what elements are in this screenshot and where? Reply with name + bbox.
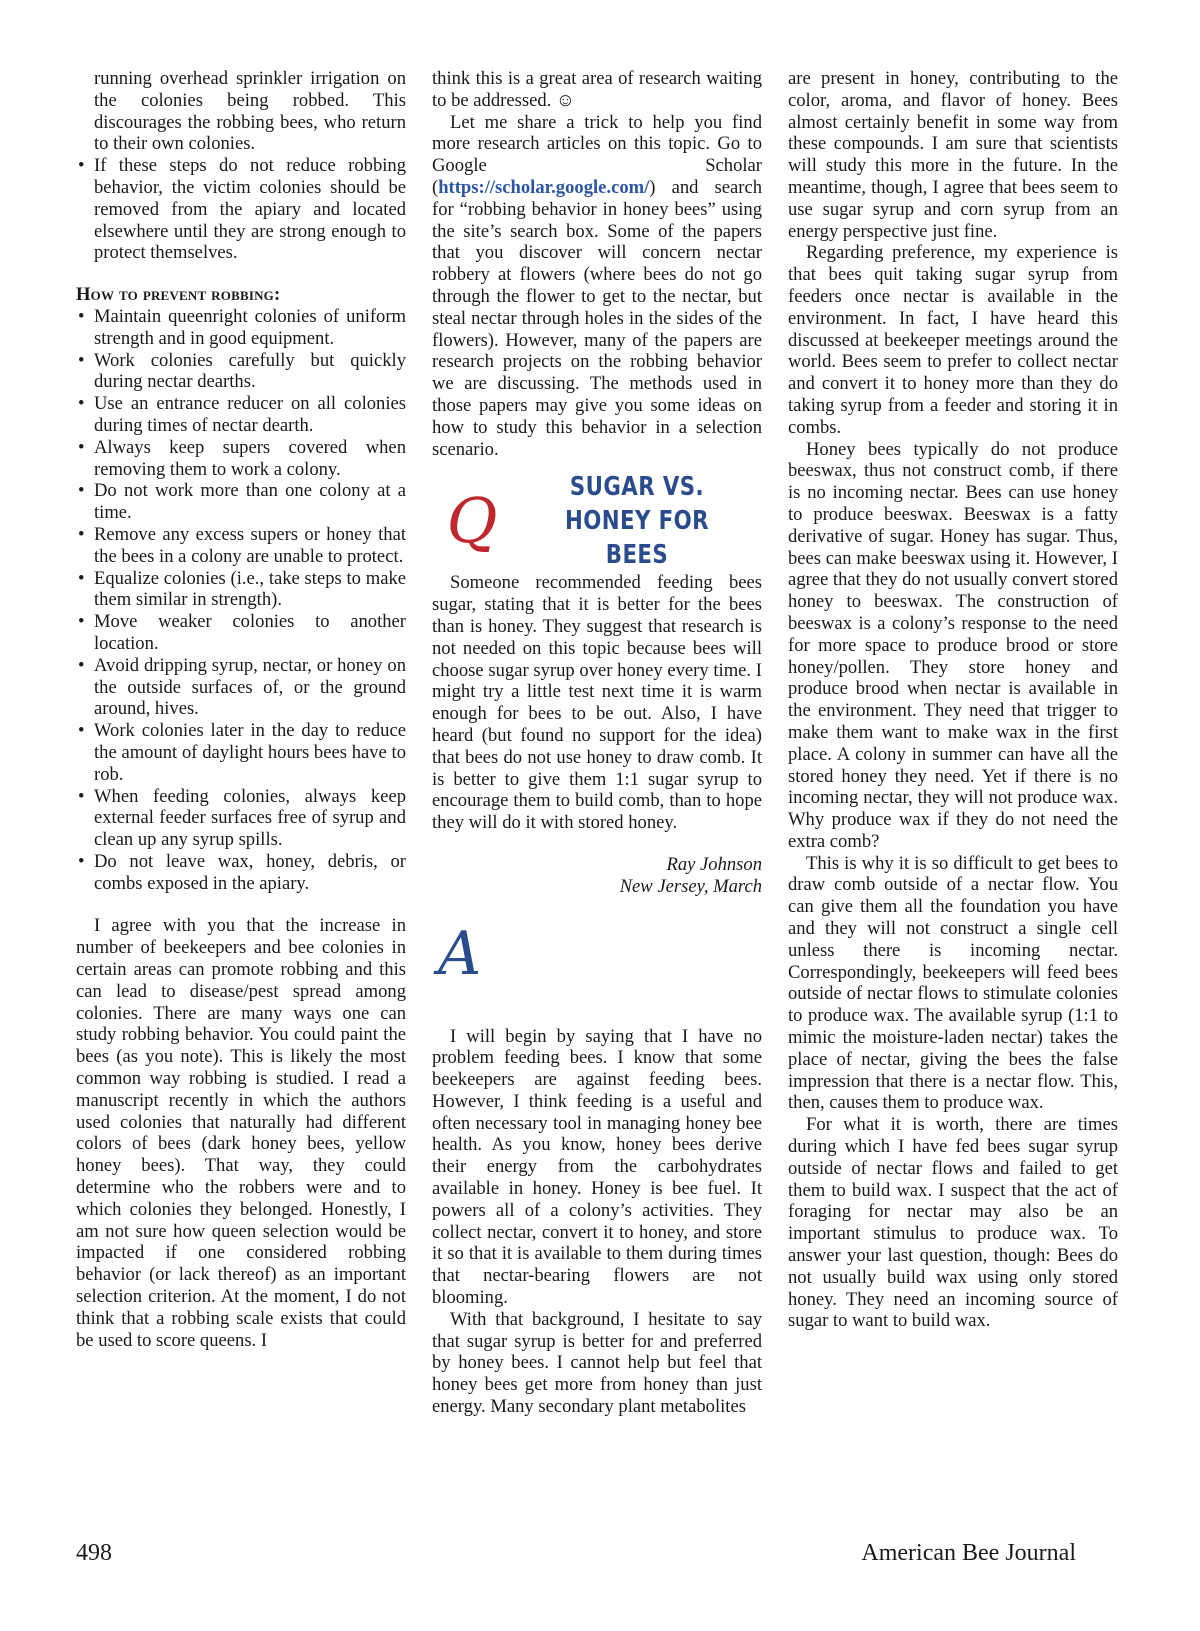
answer-paragraph: This is why it is so difficult to get bees to draw comb outside of a nectar flow. You can give them all the foundation you have and they will not construct a single cell unless there is incoming nectar. Correspondingly, beekeepers will feed bees outside of nectar flows to stimulate colonies to produce wax. The available syrup (1:1 to mimic the moisture-laden nectar) takes the place of nectar, giving the bees the false impression that there is a nectar flow. This, then, causes them to produce wax. (788, 852, 1118, 1114)
answer-paragraph: are present in honey, contributing to the color, aroma, and flavor of honey. Bees almost certainly benefit in some way from these compounds. I am sure that scientists will study this more in the future. In the meantime, though, I agree that bees seem to use sugar syrup and corn syrup from an energy perspective just fine. (788, 68, 1118, 242)
column-2 (432, 68, 762, 1418)
signature (432, 854, 762, 898)
answer-paragraph: With that background, I hesitate to say that sugar syrup is better for and preferred by honey bees. I cannot help but feel that honey bees get more from honey than just energy. Many secondary plant metabolites (432, 1308, 762, 1418)
journal-name: American Bee Journal (861, 1540, 1076, 1566)
question-header (432, 472, 762, 571)
list-item: • Maintain queenright colonies of uniform strength and in good equipment. (76, 306, 406, 350)
column-1 (76, 68, 406, 1351)
answer-paragraph: Honey bees typically do not produce beeswax, thus not construct comb, if there is no incoming nectar. Bees can use honey to produce beeswax. Beeswax is a fatty derivative of sugar. Honey has sugar. Thus, bees can make beeswax using it. However, I agree that they do not usually convert stored honey to beeswax. The construction of beeswax is a colony’s response to the need for more space to produce brood or store honey/pollen. They store honey and produce brood when nectar is available in the environment. They need that trigger to make them want to make wax in the first place. A colony in summer can have all the stored honey they need. Yet if there is no incoming nectar, they will not produce wax. Why produce wax if they do not need the extra comb? (788, 438, 1118, 852)
list-item: • Work colonies later in the day to reduce the amount of daylight hours bees have to rob. (76, 720, 406, 785)
signature-place: New Jersey, March (619, 875, 762, 897)
answer-paragraph: For what it is worth, there are times during which I have fed bees sugar syrup outside of nectar flows and failed to get them to build wax. I suspect that the act of foraging for nectar may also be an important stimulus to produce wax. To answer your last question, though: Bees do not usually build wax using only stored honey. They need an incoming source of sugar to want to build wax. (788, 1114, 1118, 1332)
answer-paragraph: I agree with you that the increase in number of beekeepers and bee colonies in certain areas can promote robbing and this can lead to disease/pest spread among colonies. There are many ways one can study robbing behavior. You could paint the bees (as you note). This is likely the most common way robbing is studied. I read a manuscript recently in which the authors used colonies that naturally had different colors of bees (dark honey bees, yellow honey bees). That way, they could determine who the robbers were and to which colonies they belonged. Honestly, I am not sure how queen selection would be impacted if one considered robbing behavior (or lack thereof) as an important selection criterion. At the moment, I do not think that a robbing scale exists that could be used to score queens. I (76, 915, 406, 1351)
signature-name: Ray Johnson (666, 853, 762, 875)
question-paragraph: Someone recommended feeding bees sugar, stating that it is better for the bees than is honey. They suggest that research is not needed on this topic because bees will choose sugar syrup over honey every time. I might try a little test next time it is warm enough for bees to be out. Also, I have heard (but found no support for the idea) that bees do not use honey to draw comb. It is better to give them 1:1 sugar syrup to encourage them to build comb, than to hope they will do it with stored honey. (432, 572, 762, 834)
answer-paragraph: Regarding preference, my experience is that bees quit taking sugar syrup from feeders once nectar is available in the environment. In fact, I have heard this discussed at beekeeper meetings around the world. Bees seem to prefer to collect nectar and convert it to honey more than they do taking syrup from a feeder and storing it in combs. (788, 242, 1118, 438)
page-number: 498 (76, 1540, 112, 1566)
list-item: • Remove any excess supers or honey that the bees in a colony are unable to protect. (76, 524, 406, 568)
section-heading: How to prevent robbing: (76, 284, 281, 306)
list-item: • Move weaker colonies to another location. (76, 611, 406, 655)
question-letter: Q (446, 484, 498, 558)
prevent-robbing-list (76, 306, 406, 895)
google-scholar-link[interactable]: https://scholar.google.com/ (438, 176, 650, 198)
list-item: • If these steps do not reduce robbing behavior, the victim colonies should be removed from the apiary and located elsewhere until they are strong enough to protect themselves. (76, 155, 406, 264)
answer-paragraph: think this is a great area of research waiting to be addressed. ☺ (432, 68, 762, 111)
column-3 (788, 68, 1118, 1332)
answer-paragraph: Let me share a trick to help you find more research articles on this topic. Go to Google Scholar (https://scholar.google.com/) and search for “robbing behavior in honey bees” using the site’s search box. Some of the papers that you discover will concern nectar robbery at flowers (where bees do not go through the flower to get to the nectar, but steal nectar through holes in the sides of the flowers). However, many of the papers are research projects on the robbing behavior we are discussing. The methods used in those papers may give you some ideas on how to study this behavior in a selection scenario. (432, 111, 762, 460)
list-item: • Avoid dripping syrup, nectar, or honey on the outside surfaces of, or the ground around, hives. (76, 655, 406, 720)
answer-letter: A (438, 918, 482, 989)
list-item: • Work colonies carefully but quickly during nectar dearths. (76, 350, 406, 394)
question-title: SUGAR VS. HONEY FOR BEES (564, 472, 710, 571)
continued-list (76, 68, 406, 155)
list-item: running overhead sprinkler irrigation on the colonies being robbed. This discourages the robbing bees, who return to their own colonies. (94, 68, 406, 155)
answer-paragraph: I will begin by saying that I have no problem feeding bees. I know that some beekeepers are against feeding bees. However, I think feeding is a useful and often necessary tool in managing honey bee health. As you know, honey bees derive their energy from the carbohydrates available in honey. Honey is bee fuel. It powers all of a colony’s activities. They collect nectar, convert it to honey, and store it so that it is available to them during times that nectar-bearing flowers are not blooming. (432, 1025, 762, 1309)
list-item: • When feeding colonies, always keep external feeder surfaces free of syrup and clean up any syrup spills. (76, 786, 406, 851)
robbing-steps-list (76, 155, 406, 264)
list-item: • Use an entrance reducer on all colonies during times of nectar dearth. (76, 393, 406, 437)
list-item: • Do not work more than one colony at a time. (76, 480, 406, 524)
list-item: • Do not leave wax, honey, debris, or combs exposed in the apiary. (76, 851, 406, 895)
list-item: • Equalize colonies (i.e., take steps to make them similar in strength). (76, 568, 406, 612)
list-item: • Always keep supers covered when removing them to work a colony. (76, 437, 406, 481)
